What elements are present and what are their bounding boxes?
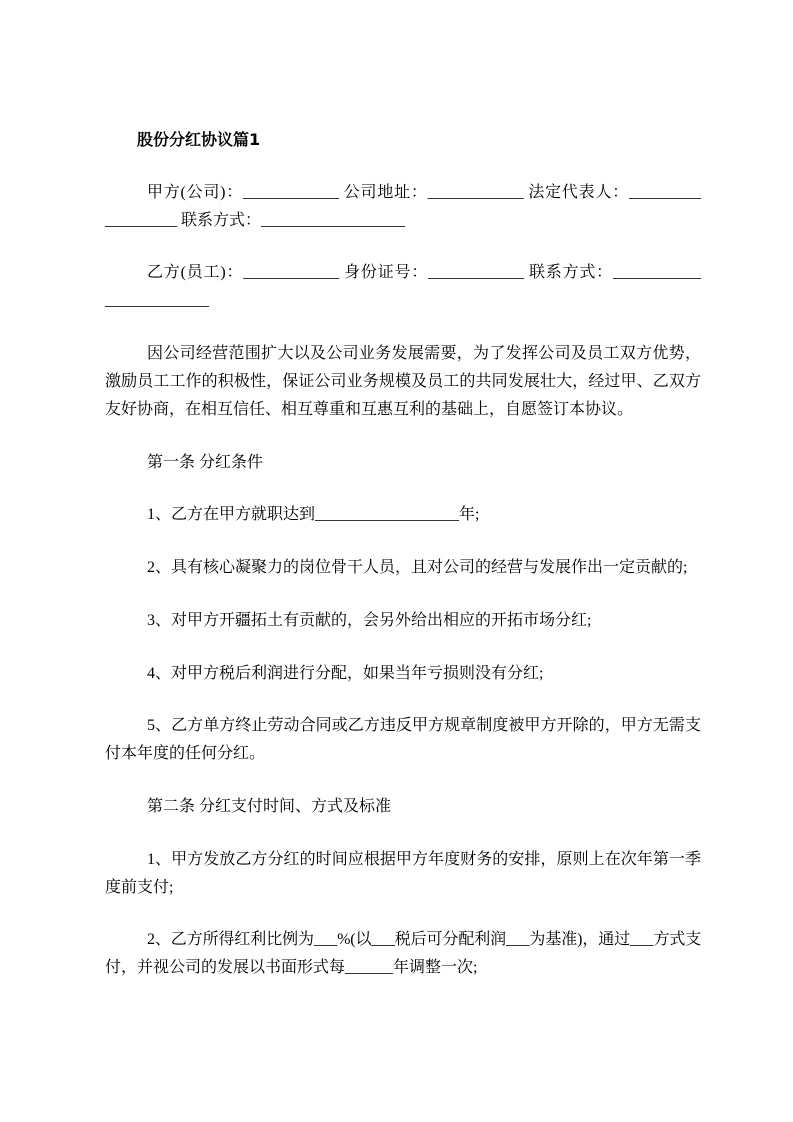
article-1-clause-3 bbox=[105, 607, 701, 635]
article-2-heading: 第二条 分红支付时间、方式及标准 bbox=[147, 797, 392, 815]
clause-line: 3、对甲方开疆拓土有贡献的，会另外给出相应的开拓市场分红; bbox=[147, 611, 592, 629]
article-2-clause-2 bbox=[105, 926, 701, 982]
party-a-line: 甲方(公司)：____________ 公司地址：____________ 法定代表人：_________ bbox=[147, 183, 701, 201]
clause-line: 4、对甲方税后利润进行分配，如果当年亏损则没有分红; bbox=[147, 664, 544, 682]
article-1-clause-2 bbox=[105, 554, 701, 582]
document-title-block bbox=[105, 126, 701, 154]
document-title: 股份分红协议篇1 bbox=[137, 130, 261, 149]
clause-line: 2、具有核心凝聚力的岗位骨干人员，且对公司的经营与发展作出一定贡献的; bbox=[147, 559, 688, 577]
party-b-line: _____________ bbox=[105, 292, 209, 310]
party-a-info bbox=[105, 179, 701, 235]
clause-line: 1、乙方在甲方就职达到__________________年; bbox=[147, 506, 480, 524]
party-b-info bbox=[105, 259, 701, 315]
clause-line: 付本年度的任何分红。 bbox=[105, 745, 266, 763]
clause-line: 1、甲方发放乙方分红的时间应根据甲方年度财务的安排，原则上在次年第一季 bbox=[147, 850, 701, 868]
preamble-paragraph bbox=[105, 340, 701, 424]
clause-line: 度前支付; bbox=[105, 878, 174, 896]
preamble-line: 激励员工工作的积极性，保证公司业务规模及员工的共同发展壮大，经过甲、乙双方 bbox=[105, 373, 701, 391]
preamble-line: 友好协商，在相互信任、相互尊重和互惠互利的基础上，自愿签订本协议。 bbox=[105, 401, 634, 419]
article-1-clause-1 bbox=[105, 501, 701, 529]
article-1-clause-5 bbox=[105, 712, 701, 768]
party-b-line: 乙方(员工)：____________ 身份证号：____________ 联系方式：___________ bbox=[147, 264, 701, 282]
clause-line: 5、乙方单方终止劳动合同或乙方违反甲方规章制度被甲方开除的，甲方无需支 bbox=[147, 717, 701, 735]
article-1-heading: 第一条 分红条件 bbox=[147, 453, 264, 471]
article-2-heading-block bbox=[105, 793, 701, 821]
article-2-clause-1 bbox=[105, 846, 701, 902]
party-a-line: _________ 联系方式：__________________ bbox=[105, 211, 406, 229]
clause-line: 付，并视公司的发展以书面形式每______年调整一次; bbox=[105, 959, 478, 977]
clause-line: 2、乙方所得红利比例为___%(以___税后可分配利润___为基准)，通过___方式支 bbox=[147, 931, 701, 949]
article-1-clause-4 bbox=[105, 660, 701, 688]
article-1-heading-block bbox=[105, 449, 701, 477]
preamble-line: 因公司经营范围扩大以及公司业务发展需要，为了发挥公司及员工双方优势， bbox=[147, 345, 701, 363]
contract-page bbox=[105, 126, 701, 1007]
